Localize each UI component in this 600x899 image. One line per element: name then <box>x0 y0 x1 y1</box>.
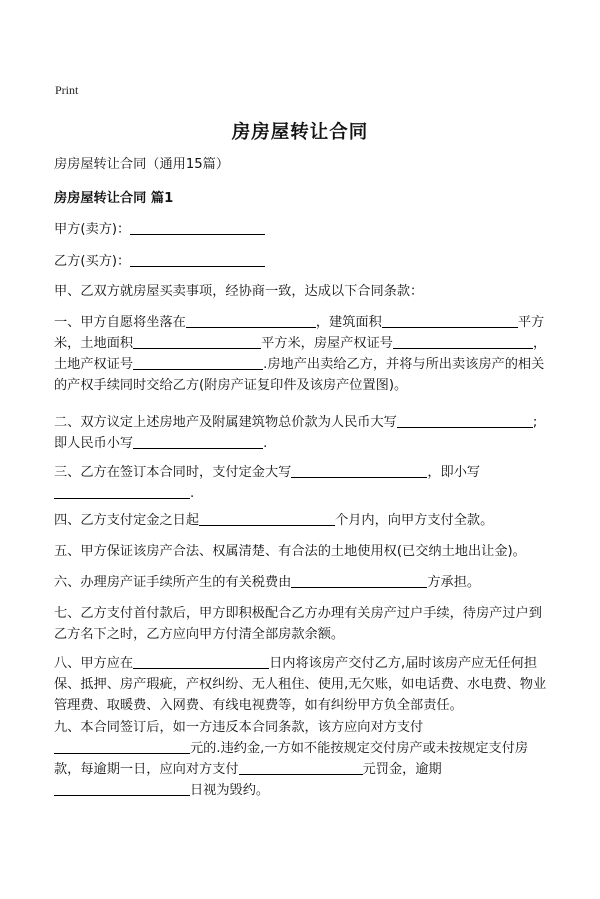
clause-4-text-b: 个月内，向甲方支付全款。 <box>335 513 494 528</box>
buyer-line <box>54 250 265 269</box>
overdue-days-blank <box>54 781 190 796</box>
tax-party-blank <box>291 573 427 588</box>
clause-intro: 甲、乙双方就房屋买卖事项，经协商一致，达成以下合同条款： <box>54 284 424 299</box>
document-subtitle: 房房屋转让合同（通用15篇） <box>54 157 230 172</box>
buyer-name-blank <box>130 252 265 267</box>
clause-6-text-a: 六、办理房产证手续所产生的有关税费由 <box>54 575 292 590</box>
land-area-blank <box>133 334 261 349</box>
clause-1-text-f: .房地产出卖给乙方，并将与所出卖该房产的相关的产权手续同时交给乙方(附房产证复印件及该房产位置图)。 <box>54 357 545 393</box>
clause-3 <box>54 462 548 504</box>
clause-8-text-a: 八、甲方应在 <box>54 656 134 671</box>
clause-1-text-a: 一、甲方自愿将坐落在 <box>54 315 186 330</box>
clause-9-text-b: 元的.违约金,一方如不能按规定交付房产或未按规定支付房款，每逾期一日，应向对方支付 <box>54 741 529 777</box>
clause-3-text-b: ，即小写 <box>427 465 481 480</box>
seller-label: 甲方(卖方)： <box>54 222 131 237</box>
clause-1-text-d: 平方米，房屋产权证号 <box>261 336 393 351</box>
clause-4 <box>54 510 548 531</box>
land-cert-blank <box>133 355 263 370</box>
clause-8 <box>54 653 548 716</box>
clause-3-text-a: 三、乙方在签订本合同时，支付定金大写 <box>54 465 292 480</box>
price-lowercase-blank <box>133 434 263 449</box>
handover-days-blank <box>133 654 269 669</box>
clause-1-text-e: ，土地产权证号 <box>54 336 547 372</box>
clause-1 <box>54 312 548 396</box>
clause-2-text-c: . <box>263 436 268 451</box>
deposit-uppercase-blank <box>291 463 427 478</box>
clause-4-text-a: 四、乙方支付定金之日起 <box>54 513 200 528</box>
seller-name-blank <box>130 220 265 235</box>
clause-1-text-c: 平方米，土地面积 <box>54 315 545 351</box>
print-label: Print <box>55 83 79 97</box>
clause-2-text-a: 二、双方议定上述房地产及附属建筑物总价款为人民币大写 <box>54 415 397 430</box>
section-title: 房房屋转让合同 篇1 <box>54 191 174 206</box>
clause-7: 七、乙方支付首付款后，甲方即积极配合乙方办理有关房产过户手续，待房产过户到乙方名下之时，乙方应向甲方付清全部房款余额。 <box>54 606 542 642</box>
clause-2 <box>54 412 548 454</box>
months-blank <box>199 511 335 526</box>
clause-6 <box>54 572 548 593</box>
penalty-amount-blank <box>54 739 190 754</box>
clause-9 <box>54 717 548 801</box>
clause-2-text-b: ;即人民币小写 <box>54 415 538 451</box>
clause-5: 五、甲方保证该房产合法、权属清楚、有合法的土地使用权(已交纳土地出让金)。 <box>54 544 526 559</box>
location-blank <box>186 313 316 328</box>
clause-9-text-c: 元罚金，逾期 <box>362 762 442 777</box>
buyer-label: 乙方(买方)： <box>54 254 131 269</box>
daily-fine-blank <box>239 760 363 775</box>
deposit-lowercase-blank <box>54 484 190 499</box>
clause-3-text-c: . <box>190 486 195 501</box>
clause-6-text-b: 方承担。 <box>427 575 481 590</box>
clause-1-text-b: ，建筑面积 <box>315 315 382 330</box>
clause-9-text-d: 日视为毁约。 <box>190 783 270 798</box>
clause-9-text-a: 九、本合同签订后，如一方违反本合同条款，该方应向对方支付 <box>54 720 424 735</box>
price-uppercase-blank <box>397 413 533 428</box>
document-title: 房房屋转让合同 <box>231 122 369 143</box>
property-cert-blank <box>393 334 533 349</box>
seller-line <box>54 218 265 237</box>
clause-8-text-b: 日内将该房产交付乙方,届时该房产应无任何担保、抵押、房产瑕疵，产权纠纷、无人租住、使用,无欠账，如电话费、水电费、物业管理费、取暖费、入网费、有线电视费等，如有纠纷甲方负全部责任。 <box>54 656 547 713</box>
building-area-blank <box>382 313 518 328</box>
